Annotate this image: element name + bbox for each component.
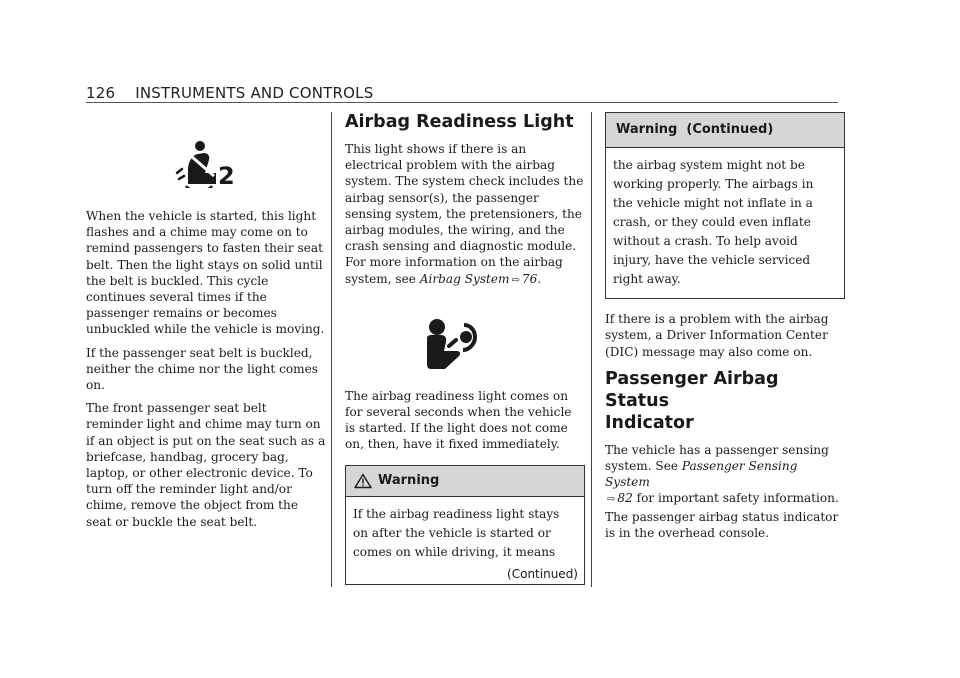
column-1 bbox=[86, 112, 326, 537]
paragraph: The airbag readiness light comes on for several seconds when the vehicle is started. If the light does not come on, then, have it fixed immediately. bbox=[345, 388, 572, 452]
paragraph: If there is a problem with the airbag system, a Driver Information Center (DIC) message may also come on. bbox=[605, 312, 829, 359]
cross-reference-link[interactable]: Airbag System bbox=[419, 271, 510, 286]
warning-triangle-icon bbox=[354, 473, 372, 489]
paragraph: The front passenger seat belt reminder light and chime may turn on if an object is put on the seat such as a briefcase, handbag, grocery bag, laptop, or other electronic device. To turn off the reminder light and/or chime, remove the object from the seat or buckle the seat belt. bbox=[86, 401, 326, 529]
airbag-readiness-icon bbox=[423, 316, 485, 372]
warning-body: If the airbag readiness light stays on after the vehicle is started or comes on while driving, it means bbox=[353, 506, 560, 559]
svg-text:2: 2 bbox=[218, 162, 235, 188]
warning-title: Warning bbox=[378, 472, 440, 488]
column-2 bbox=[345, 112, 585, 585]
warning-box-continued bbox=[605, 112, 845, 299]
page-header bbox=[86, 84, 838, 102]
section-heading: Airbag Readiness Light bbox=[345, 112, 574, 132]
warning-header bbox=[606, 113, 844, 148]
continued-label: (Continued) bbox=[507, 566, 578, 581]
column-3 bbox=[605, 112, 845, 548]
header-divider bbox=[86, 102, 838, 103]
warning-title: Warning (Continued) bbox=[616, 122, 774, 137]
paragraph: This light shows if there is an electrical problem with the airbag system. The system check includes the airbag sensor(s), the passenger sensing system, the pretensioners, the airbag modules, the wiring, and the crash sensing and diagnostic module. For more information on the airbag system, see Airbag System ⇨ 76. bbox=[345, 142, 584, 286]
seatbelt-reminder-icon bbox=[174, 140, 238, 188]
page-ref-arrow-icon: ⇨ bbox=[607, 494, 616, 506]
warning-box bbox=[345, 465, 585, 585]
page-reference[interactable]: 82 bbox=[617, 491, 633, 506]
paragraph: When the vehicle is started, this light flashes and a chime may come on to remind passengers to fasten their seat belt. Then the light stays on solid until the belt is buckled. This cycle continues several times if the passenger remains or becomes unbuckled while the vehicle is moving. bbox=[86, 209, 325, 337]
page-ref-arrow-icon: ⇨ bbox=[511, 274, 520, 286]
warning-header bbox=[346, 466, 584, 497]
seatbelt-reminder-icon-area bbox=[86, 112, 326, 208]
cross-reference-link[interactable]: Passenger Sensing System bbox=[605, 459, 798, 490]
column-divider-2 bbox=[591, 112, 592, 587]
page-number: 126 bbox=[86, 84, 116, 102]
airbag-icon-area bbox=[345, 296, 585, 388]
section-heading: Passenger Airbag Status Indicator bbox=[605, 368, 779, 433]
warning-body: the airbag system might not be working properly. The airbags in the vehicle might not inflate in a crash, or they could even inflate without a crash. To help avoid injury, have the vehicle serviced right away. bbox=[613, 158, 814, 287]
page-reference[interactable]: 76 bbox=[521, 271, 538, 286]
paragraph: If the passenger seat belt is buckled, neither the chime nor the light comes on. bbox=[86, 345, 318, 393]
section-title: INSTRUMENTS AND CONTROLS bbox=[135, 84, 374, 102]
column-divider-1 bbox=[331, 112, 332, 587]
paragraph: The vehicle has a passenger sensing system. See Passenger Sensing System ⇨ 82 for important safety information. The passenger airbag status indicator is in the overhead console. bbox=[605, 442, 839, 540]
